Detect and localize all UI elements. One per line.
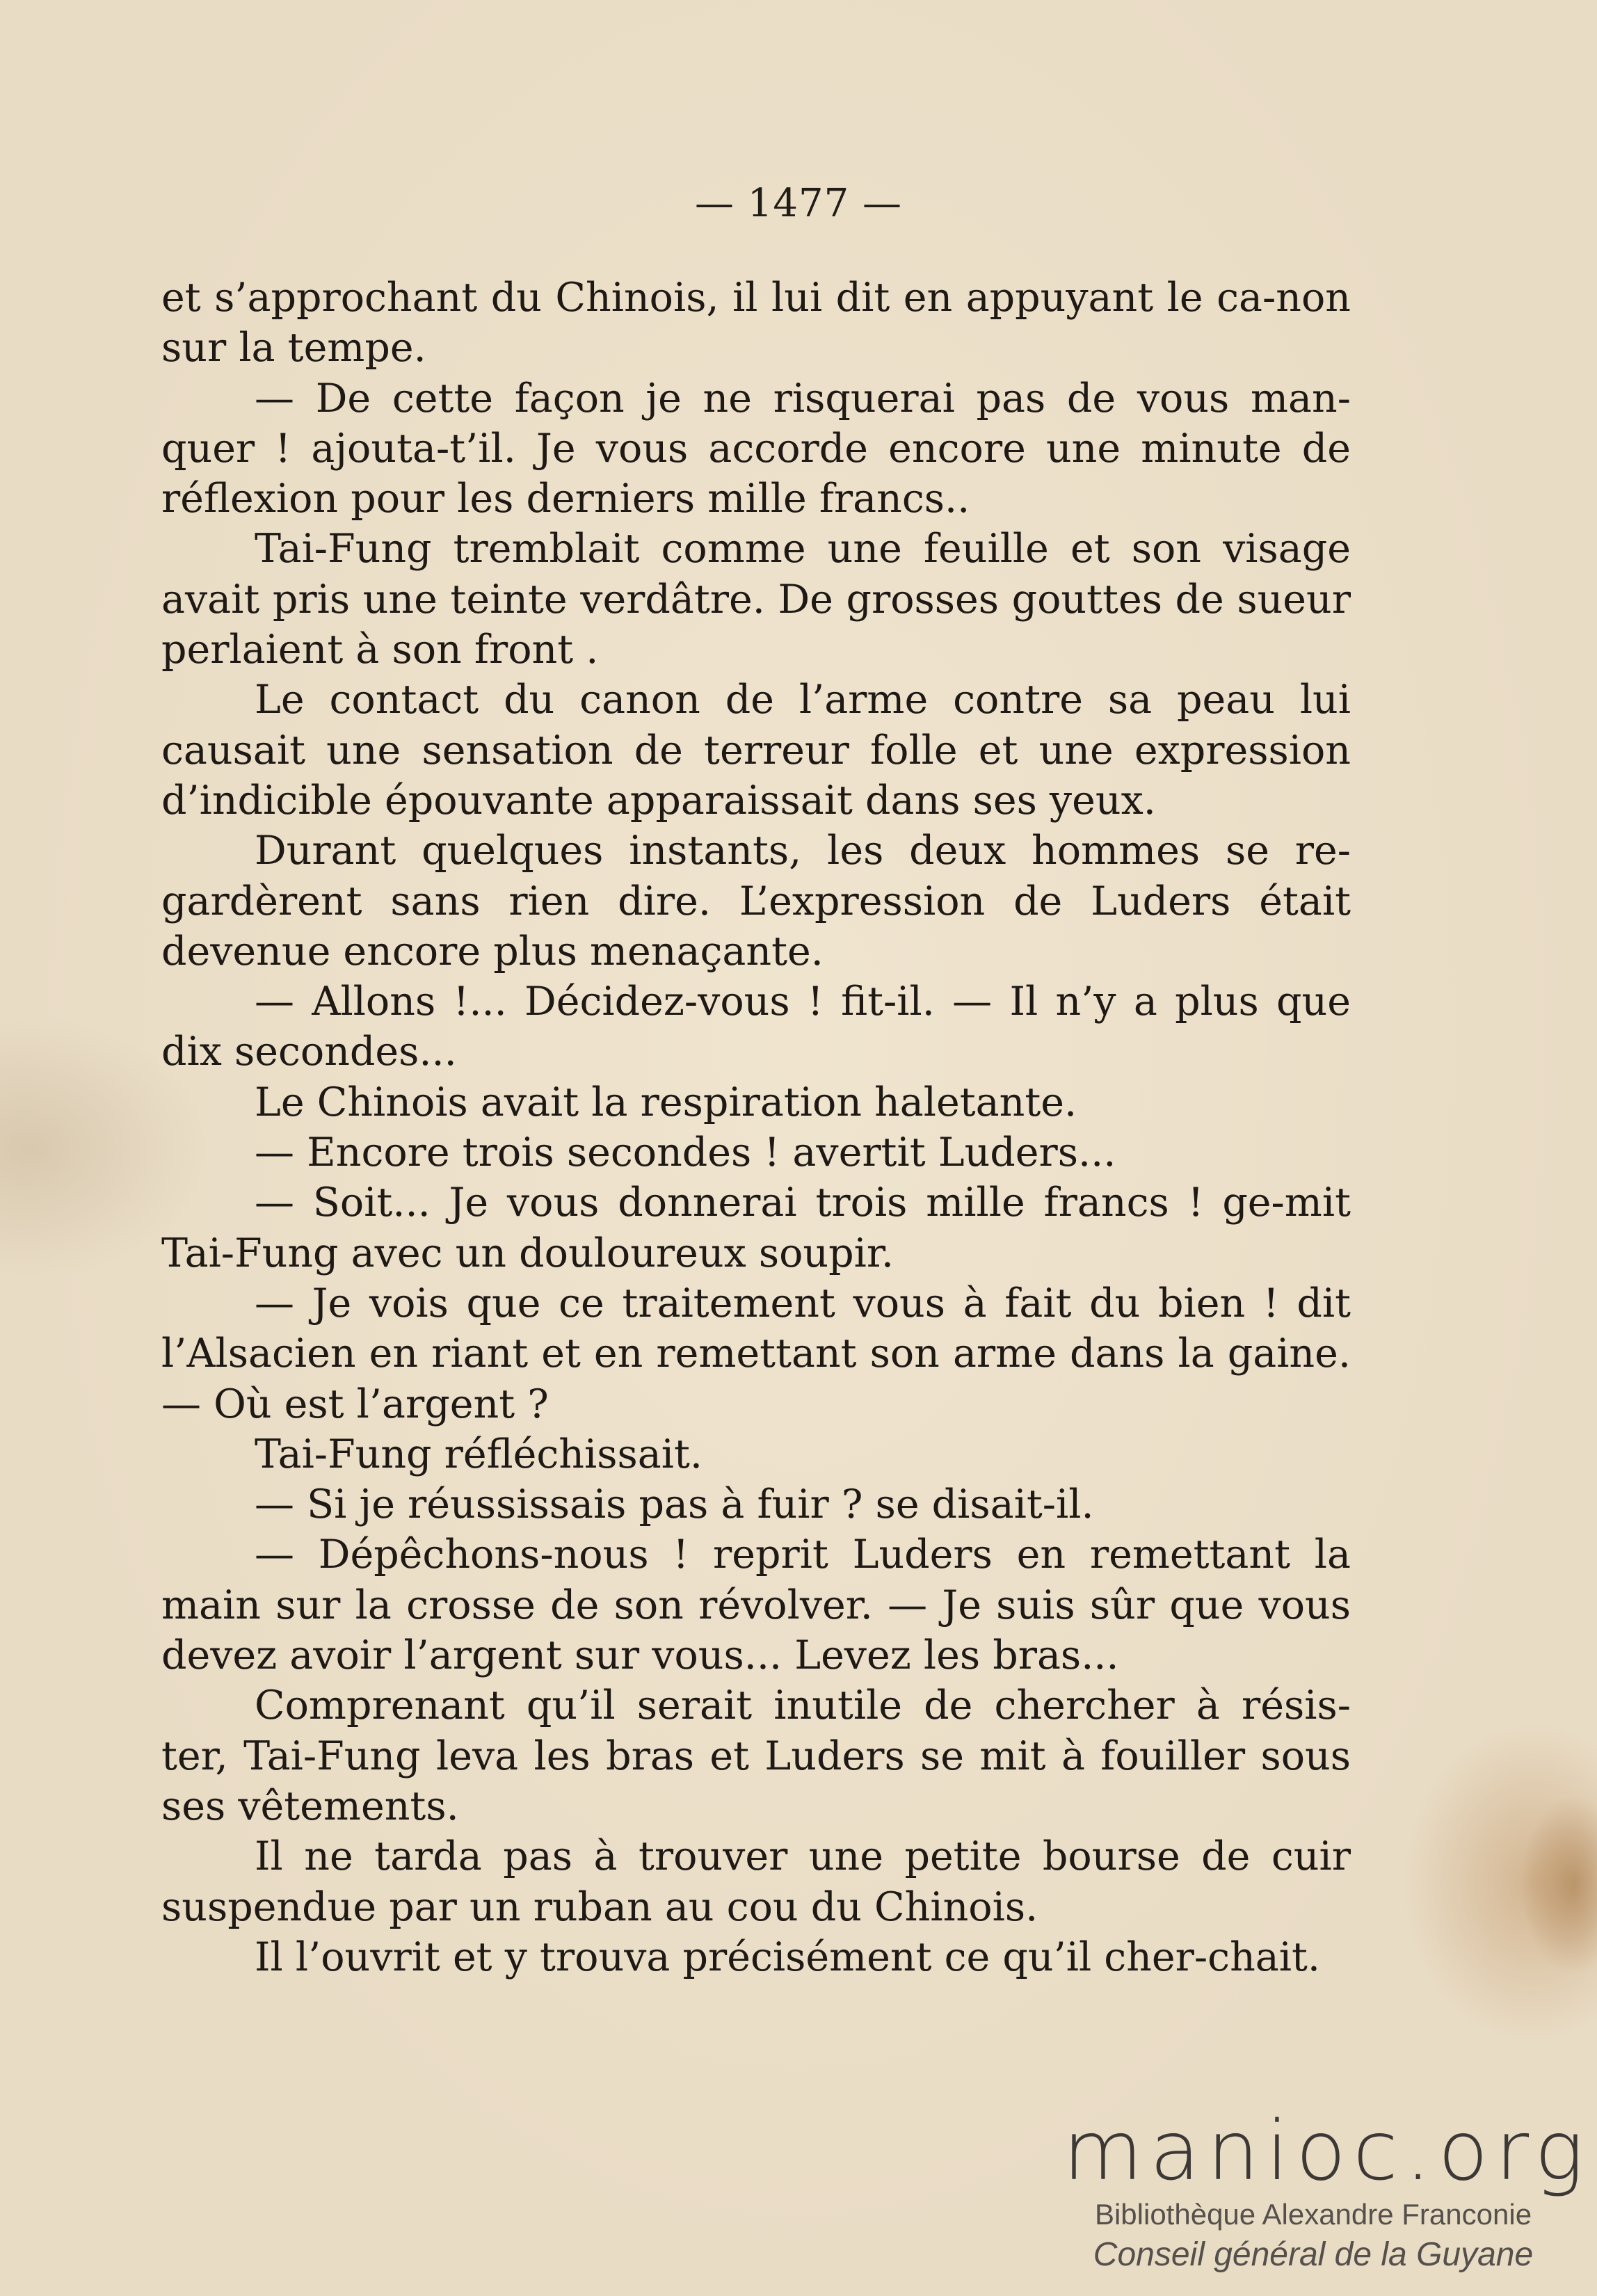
paper-stain	[1520, 1795, 1597, 1975]
watermark-council: Conseil général de la Guyane	[1093, 2236, 1534, 2273]
paragraph: — Soit... Je vous donnerai trois mille francs ! ge-mit Tai-Fung avec un douloureux soupir.	[161, 1180, 1351, 1276]
manioc-logo: manioc.org	[1063, 2103, 1591, 2199]
paragraph: Il l’ouvrit et y trouva précisément ce qu’il cher-chait.	[255, 1934, 1321, 1980]
paragraph: — Encore trois secondes ! avertit Luders...	[255, 1130, 1116, 1176]
paragraph: — Je vois que ce traitement vous à fait du bien ! dit l’Alsacien en riant et en remettant son arme dans la gaine. — Où est l’argent ?	[161, 1280, 1351, 1427]
paragraph: — Dépêchons-nous ! reprit Luders en remettant la main sur la crosse de son révolver. — Je suis sûr que vous devez avoir l’argent sur vous... Levez les bras...	[161, 1532, 1351, 1679]
watermark-library: Bibliothèque Alexandre Franconie	[1094, 2198, 1532, 2231]
manioc-watermark	[1063, 2103, 1591, 2276]
paragraph: Le contact du canon de l’arme contre sa peau lui causait une sensation de terreur folle et une expression d’indicible épouvante apparaissait dans ses yeux.	[161, 677, 1351, 824]
paragraph: Le Chinois avait la respiration haletante.	[255, 1079, 1077, 1125]
paragraph: Durant quelques instants, les deux hommes se re-gardèrent sans rien dire. L’expression de Luders était devenue encore plus menaçante.	[161, 828, 1351, 974]
paragraph: — Allons !... Décidez-vous ! fit-il. — Il n’y a plus que dix secondes...	[161, 979, 1351, 1075]
paragraph: Il ne tarda pas à trouver une petite bourse de cuir suspendue par un ruban au cou du Chinois.	[161, 1833, 1351, 1930]
paragraph: et s’approchant du Chinois, il lui dit en appuyant le ca-non sur la tempe.	[161, 275, 1351, 371]
page-number: — 1477 —	[694, 181, 903, 226]
paragraph: Comprenant qu’il serait inutile de chercher à résis-ter, Tai-Fung leva les bras et Luders se mit à fouiller sous ses vêtements.	[161, 1683, 1351, 1829]
paragraph: — De cette façon je ne risquerai pas de vous man-quer ! ajouta-t’il. Je vous accorde encore une minute de réflexion pour les derniers mille francs..	[161, 375, 1351, 522]
paragraph: Tai-Fung réfléchissait.	[255, 1431, 703, 1477]
body-text	[161, 273, 1351, 1982]
paragraph: — Si je réussissais pas à fuir ? se disait-il.	[255, 1482, 1094, 1528]
paragraph: Tai-Fung tremblait comme une feuille et son visage avait pris une teinte verdâtre. De grosses gouttes de sueur perlaient à son front .	[161, 526, 1351, 673]
